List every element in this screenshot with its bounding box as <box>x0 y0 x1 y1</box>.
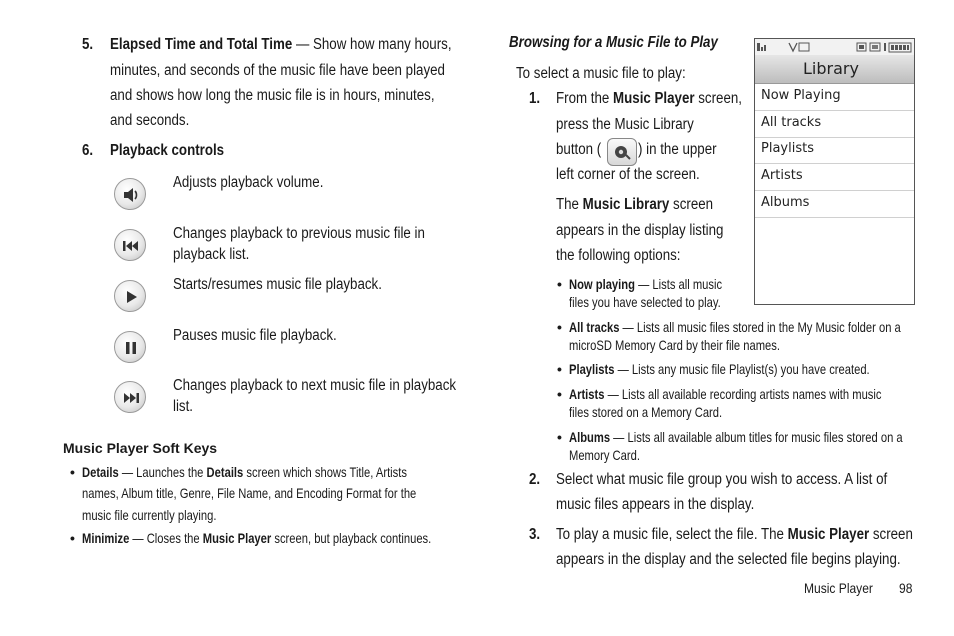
para-text: The <box>556 196 583 213</box>
step-number: 1. <box>529 90 541 107</box>
softkey-bold: Music Player <box>202 530 272 546</box>
bullet: • <box>557 319 562 335</box>
para-text: screen <box>669 196 714 213</box>
softkey-text: music file currently playing. <box>82 507 217 523</box>
softkeys-heading: Music Player Soft Keys <box>63 440 218 456</box>
item-number: 5. <box>82 36 94 53</box>
option-text: files you have selected to play. <box>569 294 721 310</box>
bullet: • <box>70 464 75 480</box>
step-text: music files appears in the display. <box>556 496 755 513</box>
library-item-albums[interactable] <box>755 191 914 218</box>
item-text: — Show how many hours, <box>292 36 452 53</box>
option-text: files stored on a Memory Card. <box>569 404 723 420</box>
control-description: Changes playback to previous music file in <box>173 225 425 242</box>
step-text: screen <box>869 526 913 543</box>
control-description: Changes playback to next music file in playback <box>173 377 457 394</box>
library-item-label: Playlists <box>761 141 814 156</box>
item-text: minutes, and seconds of the music file have been played <box>110 62 445 79</box>
screen-header <box>755 55 914 84</box>
item-title: Playback controls <box>110 142 225 159</box>
softkey-label: Details <box>82 464 119 480</box>
softkey-text: names, Album title, Genre, File Name, and Encoding Format for the <box>82 485 417 501</box>
pause-icon <box>114 331 146 363</box>
intro-text: To select a music file to play: <box>516 65 686 82</box>
screen-title: Library <box>803 59 859 78</box>
step-text: To play a music file, select the file. The <box>556 526 788 543</box>
softkey-text: — Launches the <box>118 464 207 480</box>
option-label: Albums <box>569 429 611 445</box>
softkey-text: — Closes the <box>129 530 203 546</box>
library-item-playlists[interactable] <box>755 137 914 164</box>
option-text: — Lists all music <box>634 276 723 292</box>
softkey-text: screen which shows Title, Artists <box>243 464 407 480</box>
step-text: ) in the upper <box>638 141 717 158</box>
item-text: and seconds. <box>110 112 190 129</box>
footer-section: Music Player <box>804 580 873 596</box>
option-text: Memory Card. <box>569 447 640 463</box>
volume-icon <box>114 178 146 210</box>
step-number: 3. <box>529 526 541 543</box>
play-icon <box>114 280 146 312</box>
step-text: button ( <box>556 141 602 158</box>
softkey-label: Minimize <box>82 530 130 546</box>
option-label: Artists <box>569 386 605 402</box>
step-text: Select what music file group you wish to access. A list of <box>556 471 888 488</box>
status-bar <box>755 39 914 56</box>
library-item-all-tracks[interactable] <box>755 111 914 138</box>
library-item-artists[interactable] <box>755 164 914 191</box>
control-description: Starts/resumes music file playback. <box>173 276 382 293</box>
control-description: playback list. <box>173 246 250 263</box>
library-item-label: Albums <box>761 195 810 210</box>
option-text: — Lists all available album titles for music files stored on a <box>610 429 903 445</box>
page-number: 98 <box>899 580 913 596</box>
step-number: 2. <box>529 471 541 488</box>
control-description: Pauses music file playback. <box>173 327 337 344</box>
item-title: Elapsed Time and Total Time <box>110 36 293 53</box>
step-text: screen, <box>694 90 742 107</box>
control-description: Adjusts playback volume. <box>173 174 324 191</box>
softkey-bold: Details <box>206 464 244 480</box>
library-screen-figure <box>754 38 915 305</box>
bullet: • <box>557 361 562 377</box>
step-text: From the <box>556 90 614 107</box>
option-label: Playlists <box>569 361 615 377</box>
step-text: appears in the display and the selected file begins playing. <box>556 551 901 568</box>
next-track-icon <box>114 381 146 413</box>
step-text: press the Music Library <box>556 116 694 133</box>
step-bold: Music Player <box>613 90 695 107</box>
para-bold: Music Library <box>582 196 670 213</box>
bullet: • <box>70 530 75 546</box>
option-label: Now playing <box>569 276 635 292</box>
step-bold: Music Player <box>787 526 870 543</box>
library-item-label: Now Playing <box>761 88 841 103</box>
control-description: list. <box>173 398 193 415</box>
library-item-label: All tracks <box>761 115 822 130</box>
bullet: • <box>557 276 562 292</box>
softkey-text: screen, but playback continues. <box>271 530 432 546</box>
library-item-now-playing[interactable] <box>755 84 914 111</box>
previous-track-icon <box>114 229 146 261</box>
option-text: — Lists all available recording artists names with music <box>604 386 882 402</box>
bullet: • <box>557 386 562 402</box>
option-text: — Lists any music file Playlist(s) you have created. <box>614 361 870 377</box>
step-text: left corner of the screen. <box>556 166 700 183</box>
section-heading: Browsing for a Music File to Play <box>509 34 718 51</box>
item-text: and shows how long the music file is in hours, minutes, <box>110 87 435 104</box>
bullet: • <box>557 429 562 445</box>
item-number: 6. <box>82 142 94 159</box>
para-text: the following options: <box>556 247 681 264</box>
option-label: All tracks <box>569 319 620 335</box>
option-text: — Lists all music files stored in the My Music folder on a <box>619 319 901 335</box>
option-text: microSD Memory Card by their file names. <box>569 337 780 353</box>
library-item-label: Artists <box>761 168 803 183</box>
status-icons <box>755 39 914 55</box>
para-text: appears in the display listing <box>556 222 724 239</box>
